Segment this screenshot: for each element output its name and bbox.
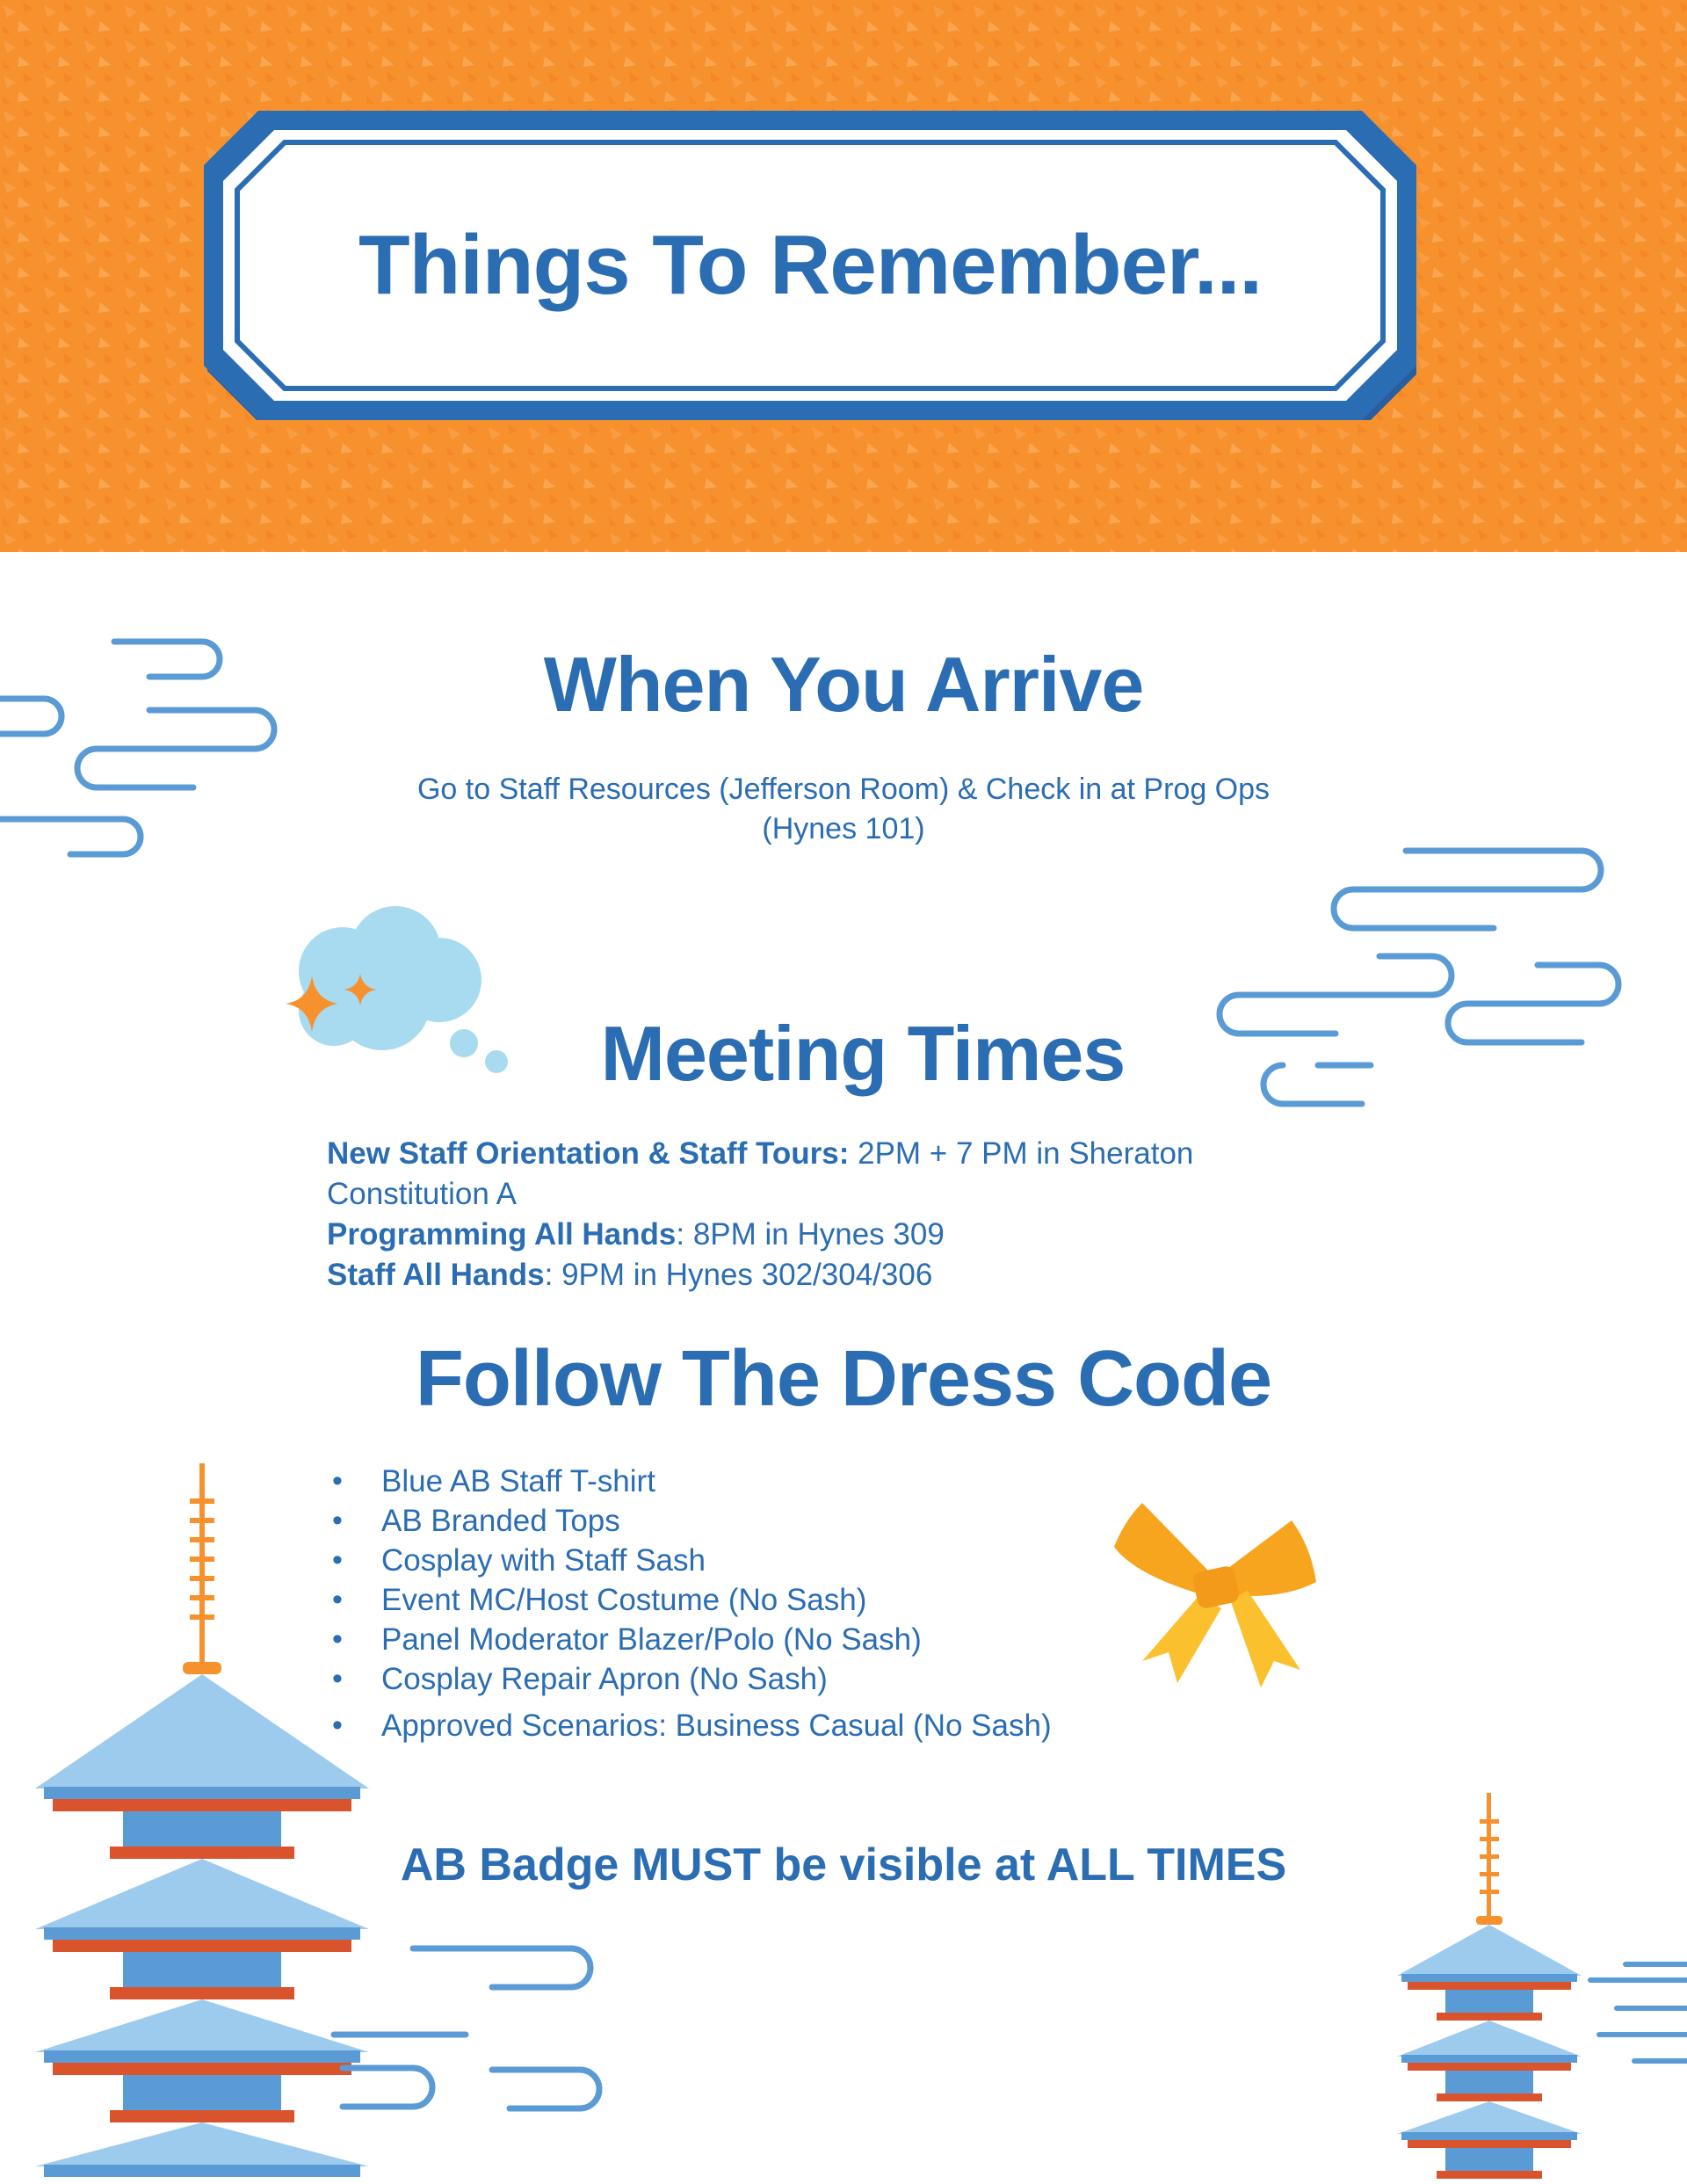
list-item: • AB Branded Tops [327, 1501, 1206, 1541]
meeting-item [327, 1255, 1311, 1295]
page-title: Things To Remember... [358, 218, 1263, 312]
header-banner [0, 0, 1687, 552]
arrive-line-2: (Hynes 101) [762, 812, 925, 845]
pagoda-icon [1388, 1793, 1590, 2184]
list-item: • Event MC/Host Costume (No Sash) [327, 1580, 1206, 1620]
arrive-instructions [316, 770, 1371, 849]
arrive-heading: When You Arrive [543, 641, 1144, 728]
list-item: • Blue AB Staff T-shirt [327, 1462, 1206, 1501]
cloud-swirl-icon [1564, 1955, 1687, 2079]
meeting-item-detail: 2PM + 7 PM in Sheraton Constitution A [327, 1136, 1194, 1211]
list-item: • Approved Scenarios: Business Casual (No Sash) [327, 1706, 1206, 1745]
meeting-item-label: Staff All Hands [327, 1258, 545, 1292]
badge-notice: AB Badge MUST be visible at ALL TIMES [400, 1839, 1287, 1890]
meeting-list [327, 1134, 1311, 1295]
meeting-item-label: New Staff Orientation & Staff Tours: [327, 1136, 850, 1171]
ribbon-bow-icon [1107, 1485, 1327, 1696]
meeting-item [327, 1134, 1311, 1215]
list-item: • Cosplay Repair Apron (No Sash) [327, 1659, 1206, 1699]
meeting-heading: Meeting Times [600, 1010, 1126, 1097]
dress-code-list [327, 1462, 1206, 1745]
meeting-item-label: Programming All Hands [327, 1217, 677, 1252]
dress-heading: Follow The Dress Code [415, 1335, 1272, 1423]
arrive-line-1: Go to Staff Resources (Jefferson Room) & Check in at Prog Ops [416, 773, 1271, 806]
cloud-swirl-icon [316, 1938, 615, 2140]
list-item: • Panel Moderator Blazer/Polo (No Sash) [327, 1620, 1206, 1659]
list-item: • Cosplay with Staff Sash [327, 1541, 1206, 1580]
meeting-item-detail: : 8PM in Hynes 309 [676, 1217, 945, 1252]
meeting-item [327, 1215, 1311, 1255]
meeting-item-detail: : 9PM in Hynes 302/304/306 [544, 1258, 933, 1292]
